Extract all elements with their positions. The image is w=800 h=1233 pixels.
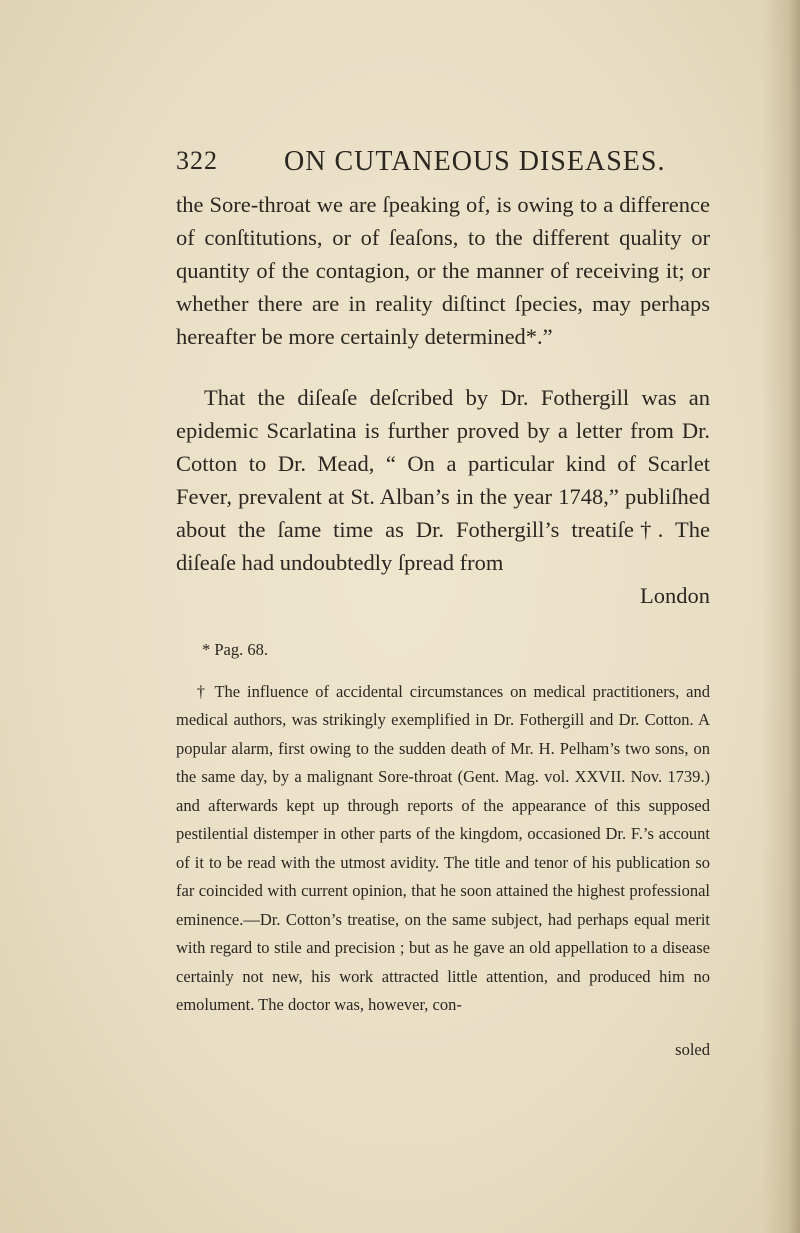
paragraph-continued: the Sore-throat we are ſpeaking of, is owing to a difference of conſtitutions, or of ſeaſons, to the different quality or quantity of the contagion, or the manner of receiving it; or whether there are in reality diſtinct ſpecies, may perhaps hereafter be more certainly determined*.”	[176, 192, 710, 349]
page-header	[176, 146, 716, 186]
page-edge-shadow	[762, 0, 800, 1233]
paragraph-fothergill: That the diſeaſe deſcribed by Dr. Fothergill was an epidemic Scarlatina is further proved by a letter from Dr. Cotton to Dr. Mead, “ On a particular kind of Scarlet Fever, prevalent at St. Alban’s in the year 1748,” publiſhed about the ſame time as Dr. Fothergill’s treatiſe†. The diſeaſe had undoubtedly ſpread from	[176, 385, 710, 575]
footnotes	[176, 636, 710, 1065]
catchword-line: London	[640, 583, 710, 608]
page-number: 322	[176, 146, 218, 175]
main-text	[176, 188, 710, 612]
footnote-dagger-text: † The influence of accidental circumstances on medical practitioners, and medical authors, was strikingly exemplified in Dr. Fothergill and Dr. Cotton. A popular alarm, first owing to the sudden death of Mr. H. Pelham’s two sons, on the same day, by a malignant Sore-throat (Gent. Mag. vol. XXVII. Nov. 1739.) and afterwards kept up through reports of the appearance of this supposed pestilential distemper in other parts of the kingdom, occasioned Dr. F.’s account of it to be read with the utmost avidity. The title and tenor of his publication so far coincided with current opinion, that he soon attained the highest professional eminence.—Dr. Cotton’s treatise, on the same subject, had perhaps equal merit with regard to stile and precision ; but as he gave an old appellation to a disease certainly not new, his work attracted little attention, and produced him no emolument. The doctor was, however, con-	[176, 681, 710, 1014]
footnote-catchword: soled	[675, 1040, 710, 1059]
footnote-asterisk-text: * Pag. 68.	[202, 640, 268, 659]
footnote-asterisk	[176, 636, 710, 665]
running-title: ON CUTANEOUS DISEASES.	[284, 146, 666, 177]
footnote-dagger	[176, 678, 710, 1020]
